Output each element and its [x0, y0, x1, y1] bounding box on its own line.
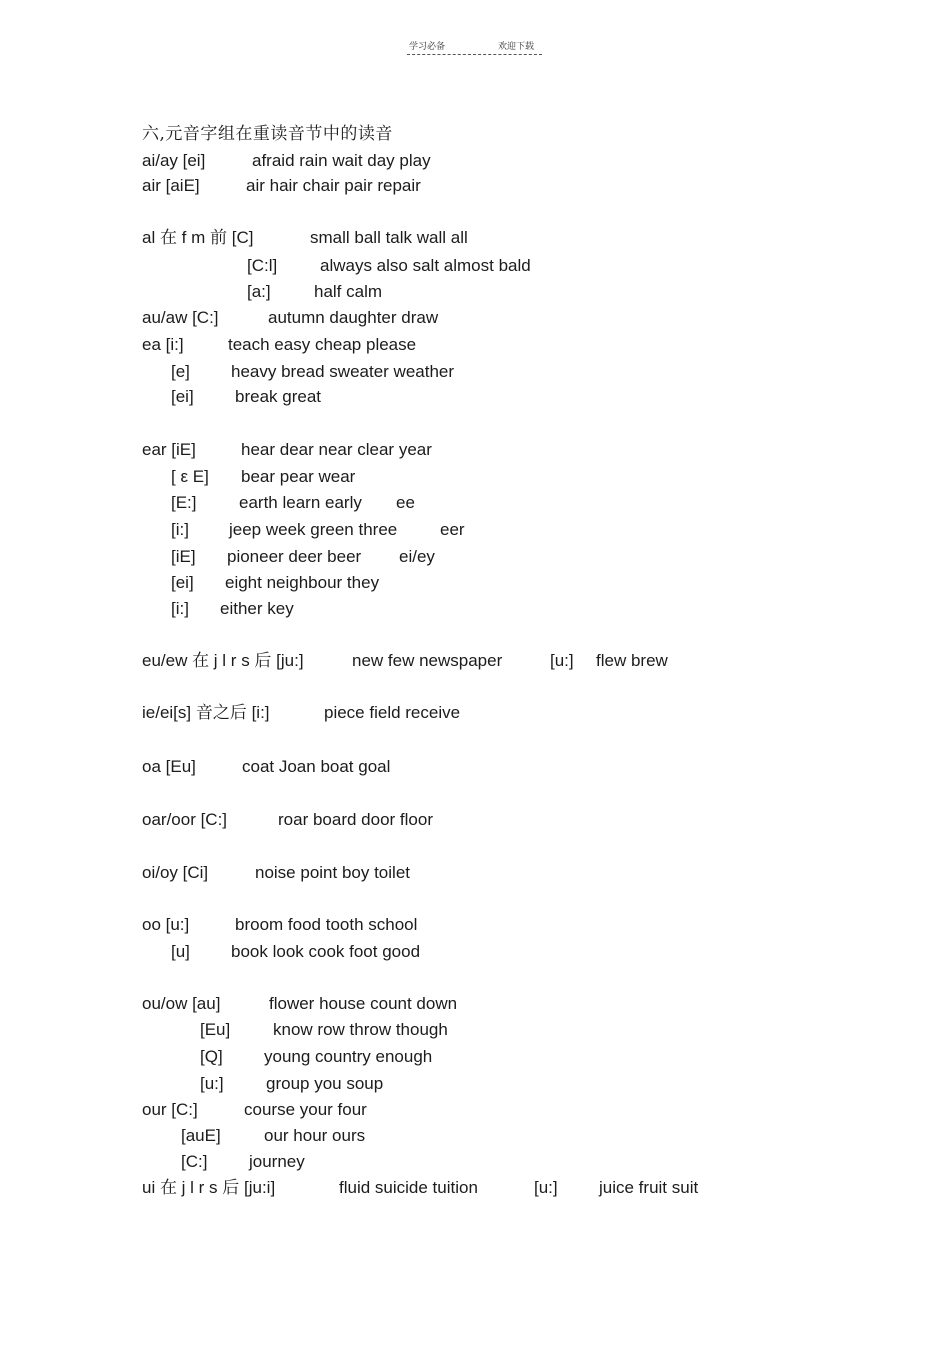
line-side-label: ei/ey [399, 547, 435, 566]
line-examples: fluid suicide tuition [339, 1178, 478, 1197]
line-label: ui 在 j l r s 后 [ju:i] [142, 1178, 276, 1197]
line-label: ie/ei[s] 音之后 [i:] [142, 703, 270, 722]
line-examples: group you soup [266, 1074, 384, 1093]
line-examples: journey [249, 1152, 305, 1171]
line-side-label: ee [396, 493, 415, 512]
line-label: [E:] [171, 493, 197, 512]
line-examples: autumn daughter draw [268, 308, 439, 327]
line-examples: bear pear wear [241, 467, 356, 486]
line-label: our [C:] [142, 1100, 198, 1119]
line-examples: small ball talk wall all [310, 228, 468, 247]
line-side-label: [u:] [550, 651, 574, 670]
line-label: [e] [171, 362, 190, 381]
line-examples: break great [235, 387, 321, 406]
line-side-examples: juice fruit suit [599, 1178, 699, 1197]
line-examples: afraid rain wait day play [252, 151, 431, 170]
line-examples: course your four [244, 1100, 367, 1119]
line-label: [iE] [171, 547, 196, 566]
line-examples: know row throw though [273, 1020, 448, 1039]
line-label: oar/oor [C:] [142, 810, 228, 829]
line-side-label: [u:] [534, 1178, 558, 1197]
line-label: [i:] [171, 599, 189, 618]
line-examples: half calm [314, 282, 383, 301]
line-examples: broom food tooth school [235, 915, 418, 934]
line-examples: young country enough [264, 1047, 433, 1066]
line-label: [Q] [200, 1047, 223, 1066]
line-examples: roar board door floor [278, 810, 433, 829]
line-label: au/aw [C:] [142, 308, 219, 327]
line-examples: air hair chair pair repair [246, 176, 421, 195]
line-examples: our hour ours [264, 1126, 366, 1145]
line-examples: earth learn early [239, 493, 362, 512]
line-label: al 在 f m 前 [C] [142, 228, 254, 247]
line-label: [ei] [171, 387, 194, 406]
line-label: ea [i:] [142, 335, 184, 354]
line-label: eu/ew 在 j l r s 后 [ju:] [142, 651, 304, 670]
line-label: [auE] [181, 1126, 221, 1145]
line-examples: flower house count down [269, 994, 458, 1013]
line-side-label: eer [440, 520, 465, 539]
line-label: [u:] [200, 1074, 224, 1093]
line-label: air [aiE] [142, 176, 200, 195]
line-examples: jeep week green three [229, 520, 398, 539]
line-label: ai/ay [ei] [142, 151, 206, 170]
line-examples: heavy bread sweater weather [231, 362, 455, 381]
line-examples: coat Joan boat goal [242, 757, 391, 776]
line-label: ou/ow [au] [142, 994, 221, 1013]
line-examples: eight neighbour they [225, 573, 380, 592]
line-examples: book look cook foot good [231, 942, 421, 961]
line-label: oa [Eu] [142, 757, 196, 776]
line-label: [u] [171, 942, 190, 961]
line-label: [Eu] [200, 1020, 231, 1039]
line-examples: either key [220, 599, 294, 618]
header-right-text: 欢迎下载 [498, 42, 535, 52]
line-examples: teach easy cheap please [228, 335, 417, 354]
line-label: oo [u:] [142, 915, 190, 934]
line-examples: new few newspaper [352, 651, 503, 670]
line-examples: noise point boy toilet [255, 863, 410, 882]
line-label: [ ε E] [171, 467, 209, 486]
line-label: [C:] [181, 1152, 208, 1171]
line-examples: hear dear near clear year [241, 440, 432, 459]
line-label: [C:l] [247, 256, 278, 275]
line-label: [a:] [247, 282, 271, 301]
line-examples: pioneer deer beer [227, 547, 362, 566]
section-title: 六,元音字组在重读音节中的读音 [142, 124, 393, 144]
line-examples: piece field receive [324, 703, 461, 722]
line-examples: always also salt almost bald [320, 256, 531, 275]
line-label: [ei] [171, 573, 194, 592]
line-label: ear [iE] [142, 440, 196, 459]
line-label: oi/oy [Ci] [142, 863, 209, 882]
line-side-examples: flew brew [596, 651, 668, 670]
line-label: [i:] [171, 520, 189, 539]
header-left-text: 学习必备 [409, 42, 446, 52]
